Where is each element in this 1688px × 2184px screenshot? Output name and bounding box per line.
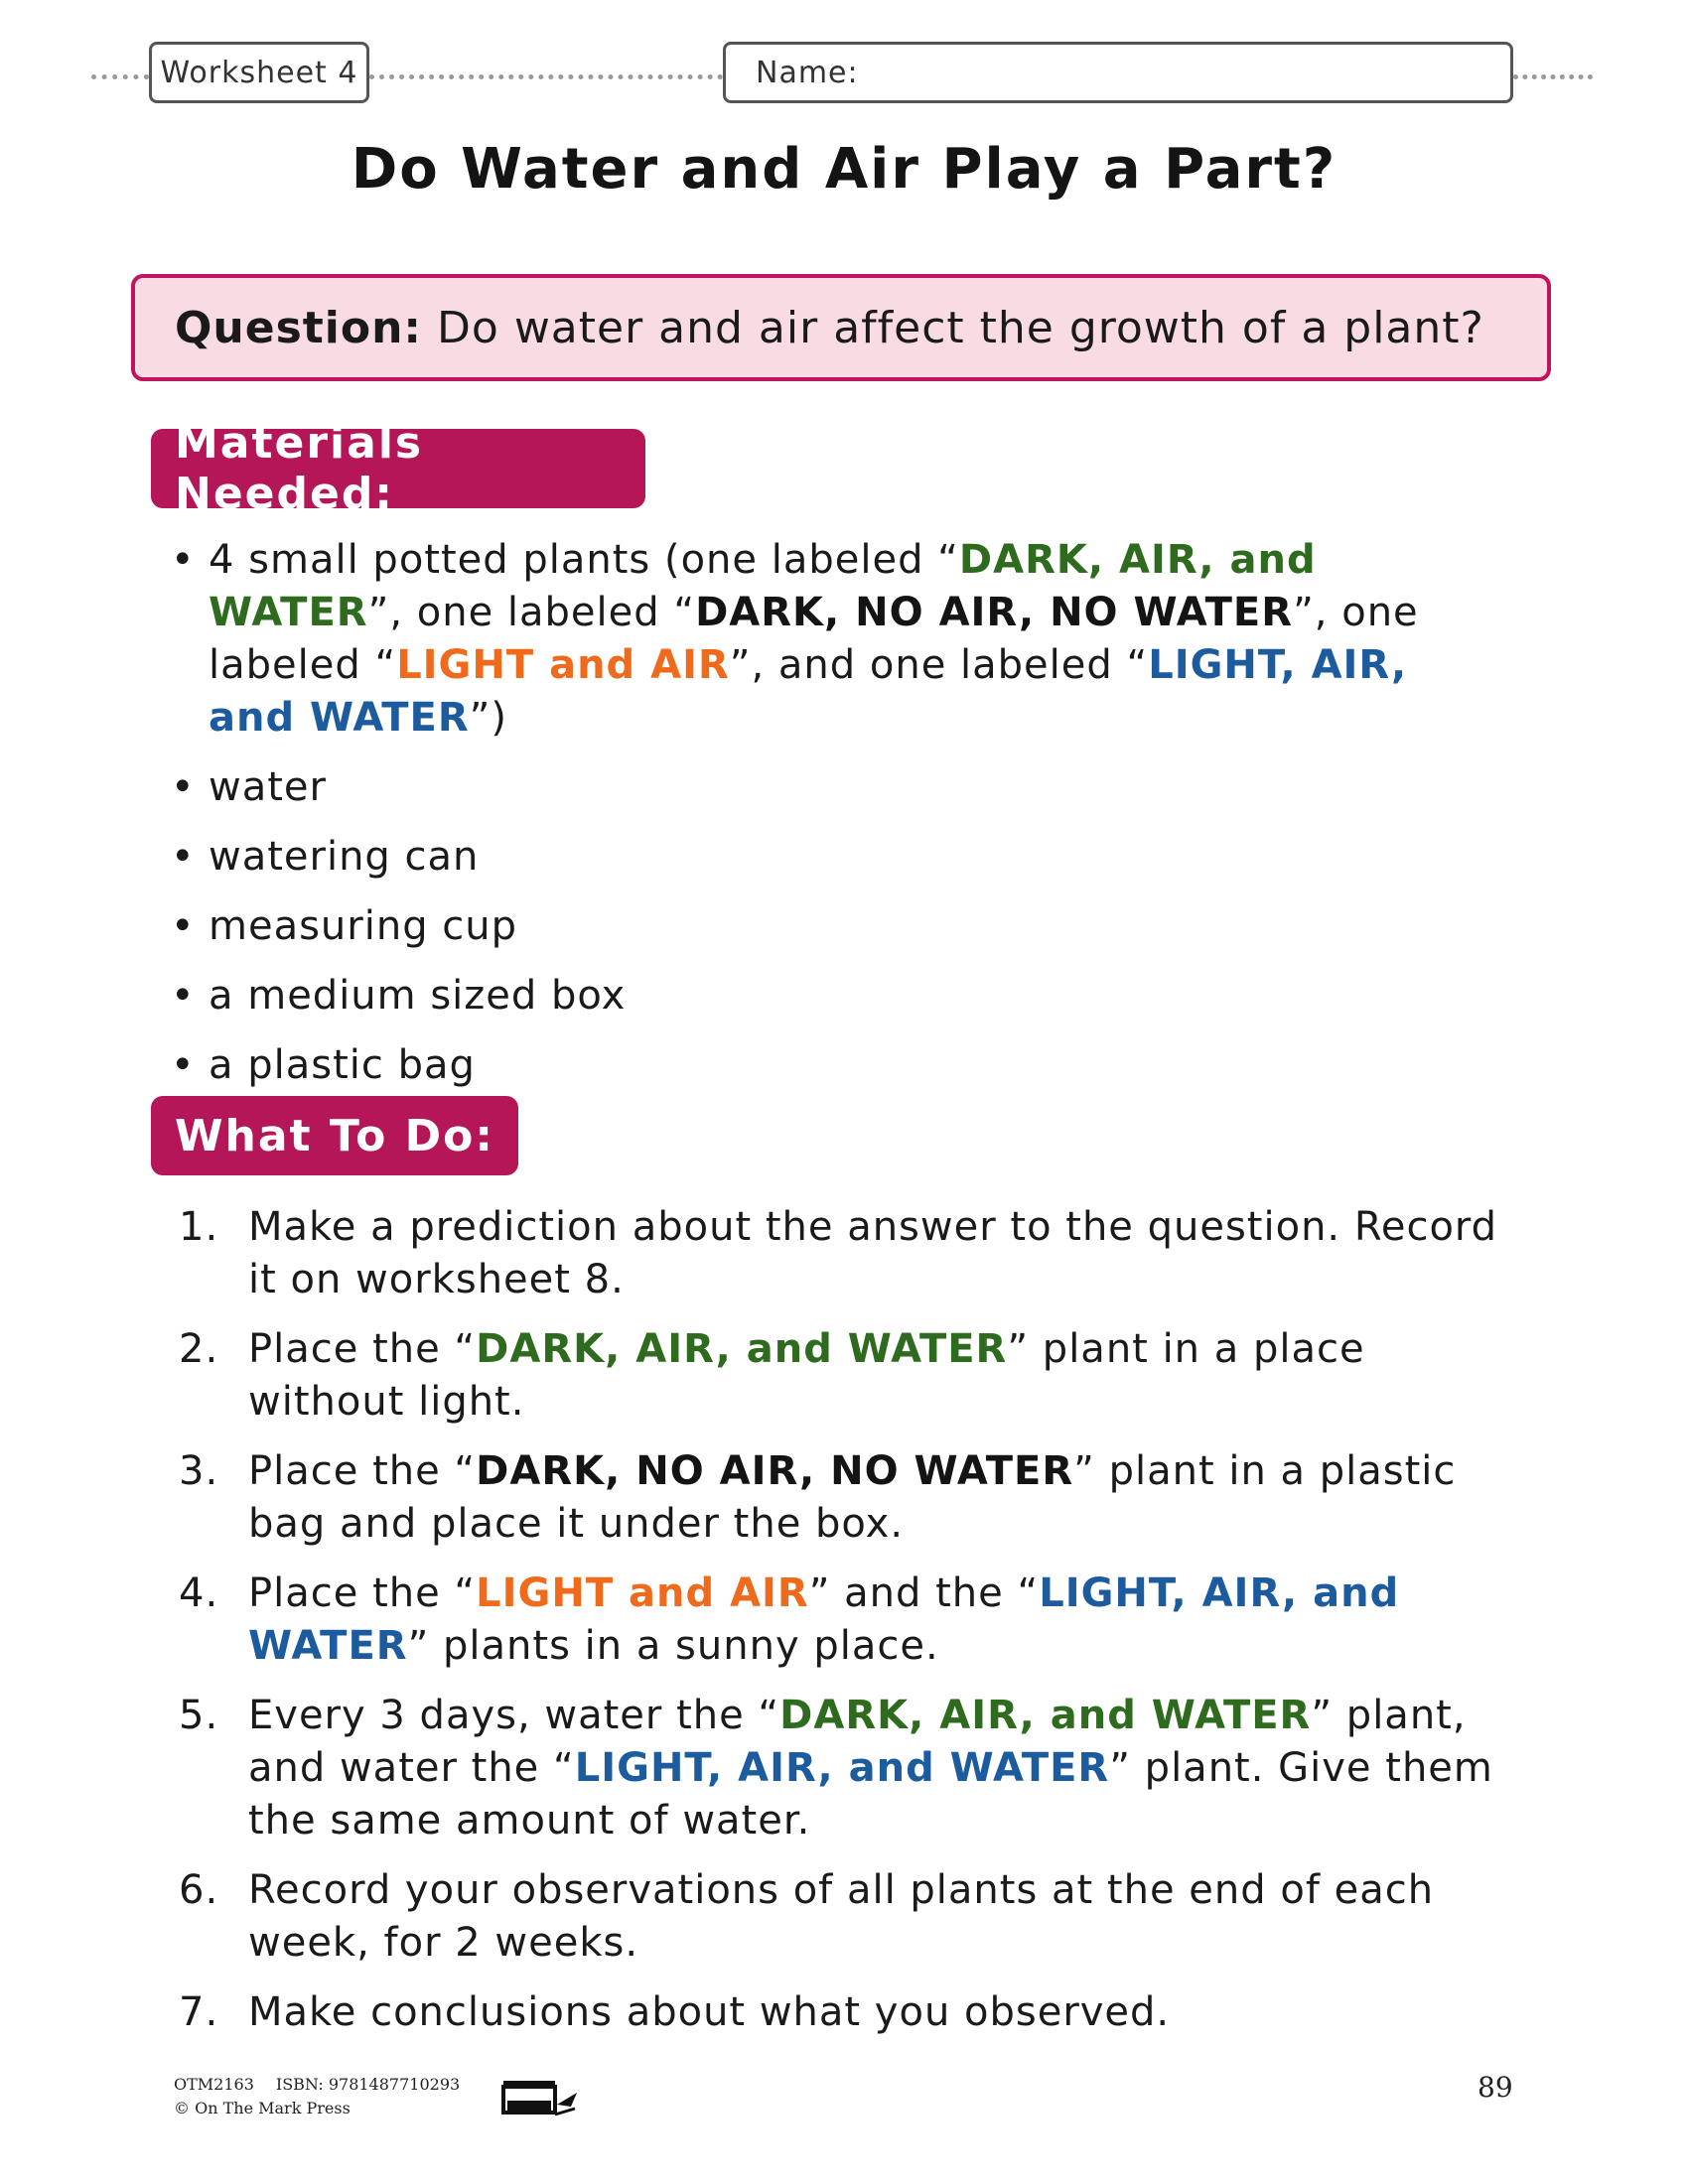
item-text: ”, one labeled “ [209,590,1419,688]
label-light-air-water: LIGHT, AIR, and WATER [248,1570,1400,1669]
question-label: Question: [175,302,423,353]
name-field[interactable] [723,42,1513,103]
step-number: 6. [179,1867,219,1913]
step-number: 3. [179,1448,219,1494]
label-dark-air-water: DARK, AIR, and WATER [779,1693,1312,1738]
step-text: Place the “ [248,1448,477,1494]
materials-heading [151,418,645,519]
footer-info [174,2073,460,2120]
materials-heading-text: Materials Needed: [175,418,424,519]
worksheet-label: Worksheet 4 [160,55,358,90]
label-light-air: LIGHT and AIR [476,1570,809,1616]
product-code: OTM2163 [174,2075,254,2094]
dotted-rule-left [91,74,149,79]
what-to-do-heading-text: What To Do: [175,1110,494,1161]
item-text: 4 small potted plants (one labeled “ [209,537,959,583]
step-number: 2. [179,1326,219,1372]
item-text: ”, and one labeled “ [729,642,1149,688]
step-text: Record your observations of all plants at the end of each week, for 2 weeks. [248,1867,1435,1966]
step-text: ” plant in a place without light. [248,1326,1365,1425]
list-item: • a medium sized box [171,970,1501,1023]
name-label: Name: [756,55,859,90]
step-number: 4. [179,1570,219,1616]
step-text: ” and the “ [808,1570,1040,1616]
step-text: ” plant, and water the “ [248,1693,1467,1791]
label-light-air-water: LIGHT, AIR, and WATER [574,1745,1110,1791]
label-light-air-water: LIGHT, AIR, and WATER [209,642,1408,741]
step-item [171,1568,1521,1673]
dotted-rule-middle [369,74,723,79]
step-item [171,1201,1521,1306]
step-text: ” plants in a sunny place. [407,1623,939,1669]
label-dark-air-water: DARK, AIR, and WATER [209,537,1317,635]
page-number: 89 [1477,2071,1513,2104]
label-dark-no-air-no-water: DARK, NO AIR, NO WATER [476,1448,1074,1494]
step-number: 1. [179,1204,219,1250]
isbn: ISBN: 9781487710293 [275,2075,461,2094]
step-item [171,1445,1521,1551]
step-item [171,1690,1521,1847]
steps-list [171,1201,1521,2056]
step-number: 5. [179,1693,219,1738]
list-item: • watering can [171,831,1501,884]
dotted-rule-right [1513,74,1593,79]
what-to-do-heading [151,1096,518,1175]
label-light-air: LIGHT and AIR [396,642,730,688]
step-text: ” plant. Give them the same amount of water. [248,1745,1493,1843]
item-text: ”, one labeled “ [367,590,696,635]
list-item: • measuring cup [171,900,1501,953]
step-text: Make a prediction about the answer to the question. Record it on worksheet 8. [248,1204,1498,1302]
step-number: 7. [179,1989,219,2035]
step-text: Every 3 days, water the “ [248,1693,780,1738]
page-title: Do Water and Air Play a Part? [351,137,1337,202]
step-item [171,1986,1521,2039]
item-text: ”) [469,695,507,741]
question-text: Do water and air affect the growth of a plant? [437,302,1484,353]
step-text: Make conclusions about what you observed. [248,1989,1171,2035]
step-text: ” plant in a plastic bag and place it under the box. [248,1448,1457,1547]
list-item [171,534,1501,745]
list-item: • water [171,761,1501,814]
step-text: Place the “ [248,1570,477,1616]
label-dark-air-water: DARK, AIR, and WATER [476,1326,1008,1372]
step-text: Place the “ [248,1326,477,1372]
worksheet-label-box [149,42,369,103]
label-dark-no-air-no-water: DARK, NO AIR, NO WATER [695,590,1294,635]
on-the-mark-logo-icon [501,2075,581,2118]
step-item [171,1864,1521,1970]
question-box [131,274,1551,381]
materials-list [171,534,1501,1109]
copyright: © On The Mark Press [174,2099,351,2117]
step-item [171,1323,1521,1429]
list-item: • a plastic bag [171,1039,1501,1092]
